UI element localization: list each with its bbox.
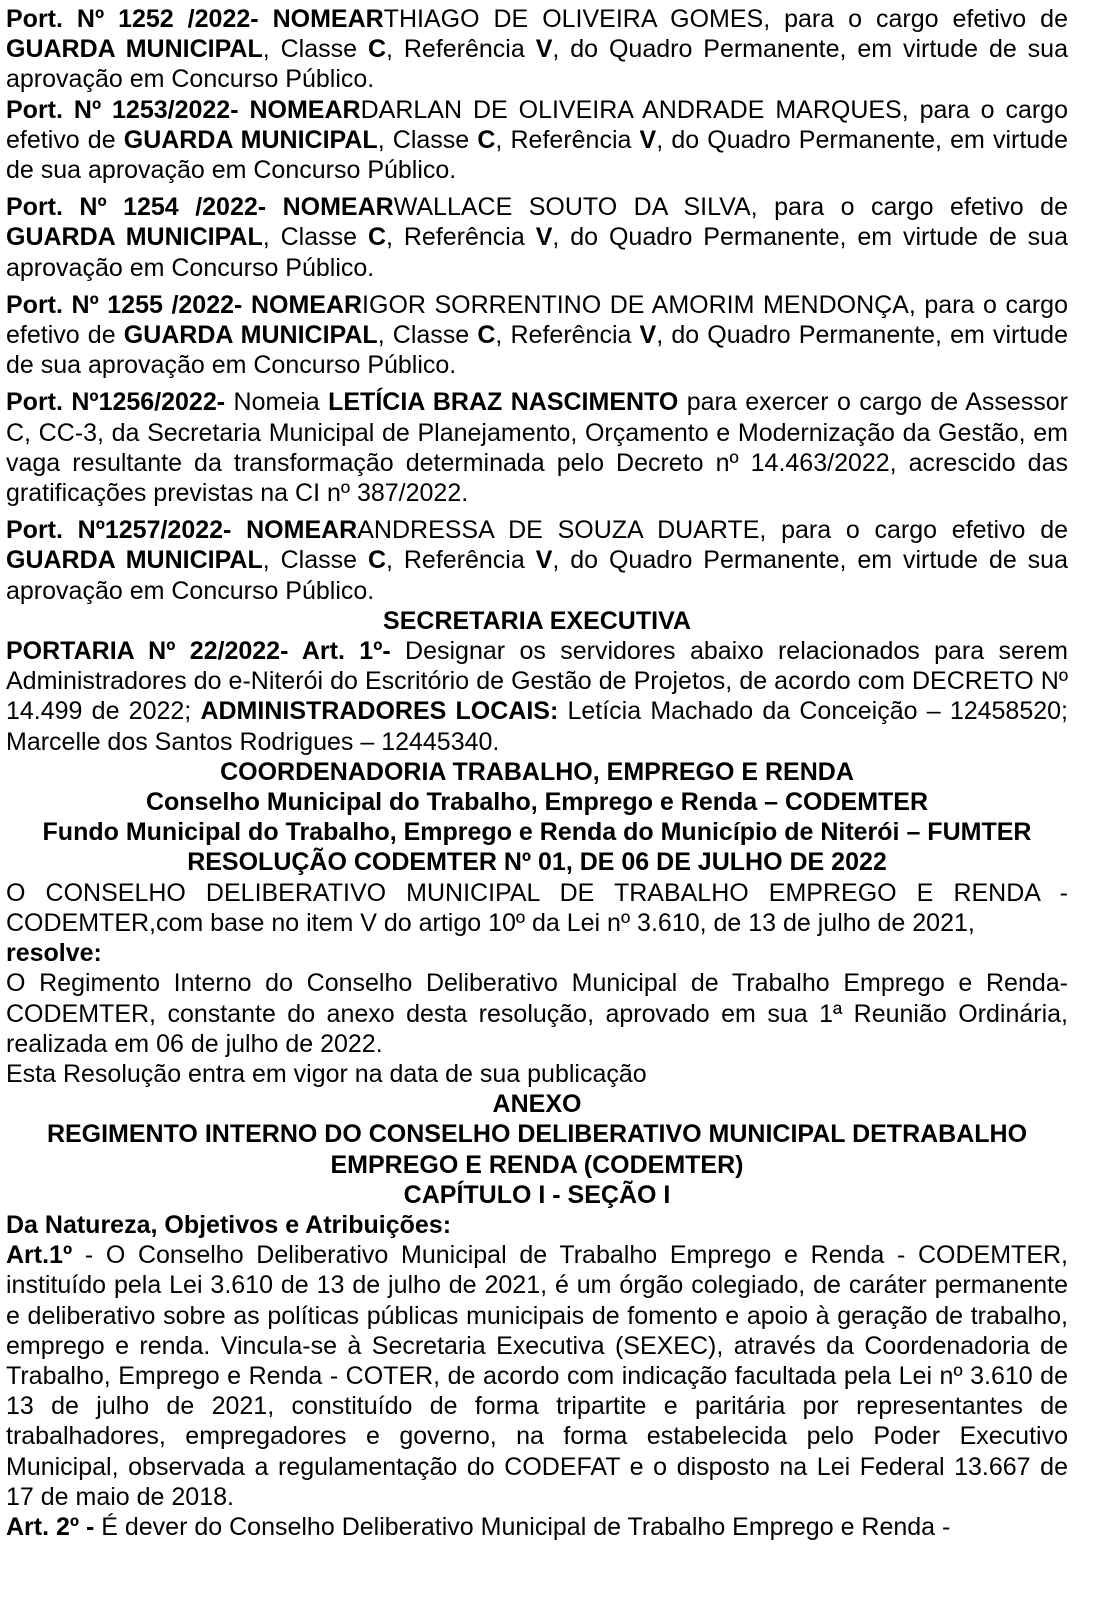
classe-value: C <box>367 546 386 575</box>
portaria-text: , do Quadro Permanente, em virtude de sua aprovação em Concurso Público. <box>6 35 1068 94</box>
portaria-ref: Port. Nº 1254 /2022- <box>6 193 267 222</box>
portaria-ref: Port. Nº1256/2022- <box>6 388 226 417</box>
portaria-1252 <box>6 4 1068 95</box>
appointee-name: WALLACE SOUTO DA SILVA <box>393 193 751 222</box>
article-1 <box>6 1240 1068 1512</box>
portaria-text: , para o cargo efetivo de <box>759 516 1069 545</box>
portaria-text: Nomeia <box>225 388 329 417</box>
portaria-1255 <box>6 290 1068 381</box>
portaria-action: NOMEAR <box>282 193 394 222</box>
portaria-text: , Classe <box>262 223 368 252</box>
portaria-text: , do Quadro Permanente, em virtude de sua aprovação em Concurso Público. <box>6 223 1068 282</box>
classe-value: C <box>367 223 386 252</box>
secretaria-heading: SECRETARIA EXECUTIVA <box>383 606 691 635</box>
portaria-text: , Referência <box>386 223 536 252</box>
referencia-value: V <box>639 125 657 154</box>
portaria-1256 <box>6 387 1068 508</box>
portaria-text: , Classe <box>262 35 368 64</box>
portaria-text: , para o cargo efetivo de <box>763 5 1068 33</box>
appointee-name: LETÍCIA BRAZ NASCIMENTO <box>328 388 679 417</box>
regimento-title: REGIMENTO INTERNO DO CONSELHO DELIBERATIVO MUNICIPAL DETRABALHO EMPREGO E RENDA (CODEMTER) <box>46 1120 1028 1179</box>
article-2 <box>6 1512 1068 1542</box>
portaria-text: , do Quadro Permanente, em virtude de sua aprovação em Concurso Público. <box>6 125 1068 185</box>
cargo-name: GUARDA MUNICIPAL <box>6 223 263 252</box>
appointee-name: THIAGO DE OLIVEIRA GOMES <box>383 5 764 33</box>
portaria-text: Letícia Machado da Conceição – 12458520; Marcelle dos Santos Rodrigues – 12445340. <box>6 697 1068 756</box>
anexo-heading: ANEXO <box>492 1090 582 1119</box>
portaria-text: , do Quadro Permanente, em virtude de sua aprovação em Concurso Público. <box>6 546 1068 605</box>
section-heading <box>6 1210 1068 1240</box>
resolucao-preamble: O CONSELHO DELIBERATIVO MUNICIPAL DE TRABALHO EMPREGO E RENDA - CODEMTER,com base no item V do artigo 10º da Lei nº 3.610, de 13 de julho de 2021, <box>6 878 1068 937</box>
cargo-name: GUARDA MUNICIPAL <box>6 35 263 64</box>
article-text: - O Conselho Deliberativo Municipal de Trabalho Emprego e Renda - CODEMTER, instituído pela Lei 3.610 de 13 de julho de 2021, é um órgão colegiado, de caráter permanente e deliberativo sobre as políticas públicas municipais de fomento e apoio à geração de trabalho, emprego e renda. Vincula-se à Secretaria Executiva (SEXEC), através da Coordenadoria de Trabalho, Emprego e Renda - COTER, de acordo com indicação facultada pela Lei nº 3.610 de 13 de julho de 2021, constituído de forma tripartite e paritária por representantes de trabalhadores, empregadores e governo, na forma estabelecida pelo Poder Executivo Municipal, observada a regulamentação do CODEFAT e o disposto na Lei Federal 13.667 de 17 de maio de 2018. <box>6 1241 1068 1511</box>
resolve-label <box>6 938 1068 968</box>
portaria-text: , Referência <box>495 321 640 350</box>
coordenadoria-heading: COORDENADORIA TRABALHO, EMPREGO E RENDA <box>220 757 854 786</box>
portaria-action: NOMEAR <box>272 5 384 33</box>
portaria-text: para exercer o cargo de Assessor C, CC-3, da Secretaria Municipal de Planejamento, Orçamento e Modernização da Gestão, em vaga resultante da transformação determinada pelo Decreto nº 14.463/2022, acrescido das gratificações previstas na CI nº 387/2022. <box>6 388 1069 508</box>
referencia-value: V <box>535 546 553 575</box>
cargo-name: GUARDA MUNICIPAL <box>6 546 263 575</box>
classe-value: C <box>367 35 386 64</box>
portaria-text: , para o cargo efetivo de <box>750 193 1068 222</box>
referencia-value: V <box>639 321 657 350</box>
portaria-action: NOMEAR <box>250 290 363 319</box>
classe-value: C <box>477 125 496 154</box>
cargo-name: GUARDA MUNICIPAL <box>123 321 378 350</box>
portaria-ref: Port. Nº 1252 /2022- <box>6 5 259 33</box>
resolve-text: resolve: <box>6 939 102 968</box>
chapter-heading: CAPÍTULO I - SEÇÃO I <box>403 1180 671 1209</box>
section-title: Da Natureza, Objetivos e Atribuições: <box>6 1210 452 1239</box>
portaria-action: NOMEAR <box>246 516 358 545</box>
portaria-ref: PORTARIA Nº 22/2022- Art. 1º- <box>6 637 391 666</box>
portaria-1253 <box>6 95 1068 186</box>
portaria-1254 <box>6 192 1068 283</box>
referencia-value: V <box>535 223 553 252</box>
appointee-name: DARLAN DE OLIVEIRA ANDRADE MARQUES <box>360 95 902 124</box>
portaria-text: Designar os servidores abaixo relacionados para serem Administradores do e-Niterói do Escritório de Gestão de Projetos, de acordo com DECRETO Nº 14.499 de 2022; <box>6 637 1068 726</box>
fundo-heading: Fundo Municipal do Trabalho, Emprego e Renda do Município de Niterói – FUMTER <box>42 818 1032 847</box>
article-text: É dever do Conselho Deliberativo Municipal de Trabalho Emprego e Renda - <box>94 1512 951 1541</box>
appointee-name: ANDRESSA DE SOUZA DUARTE <box>357 516 760 545</box>
classe-value: C <box>477 321 496 350</box>
portaria-text: , para o cargo efetivo de <box>6 290 1068 350</box>
appointee-name: IGOR SORRENTINO DE AMORIM MENDONÇA <box>362 290 909 319</box>
portaria-ref: Port. Nº 1255 /2022- <box>6 290 243 319</box>
portaria-22 <box>6 636 1068 757</box>
portaria-text: , Classe <box>262 546 368 575</box>
portaria-text: , Classe <box>377 125 478 154</box>
portaria-text: , Classe <box>377 321 478 350</box>
admins-label: ADMINISTRADORES LOCAIS: <box>200 697 559 726</box>
resolucao-vigor: Esta Resolução entra em vigor na data de sua publicação <box>6 1059 647 1088</box>
portaria-text: , do Quadro Permanente, em virtude de sua aprovação em Concurso Público. <box>6 321 1068 380</box>
portaria-text: , Referência <box>386 35 536 64</box>
article-label: Art.1º <box>6 1241 73 1270</box>
portaria-ref: Port. Nº1257/2022- <box>6 516 232 545</box>
cargo-name: GUARDA MUNICIPAL <box>123 125 378 154</box>
resolucao-body: O Regimento Interno do Conselho Deliberativo Municipal de Trabalho Emprego e Renda- CODEMTER, constante do anexo desta resolução, aprovado em sua 1ª Reunião Ordinária, realizada em 06 de julho de 2022. <box>6 969 1068 1058</box>
conselho-heading: Conselho Municipal do Trabalho, Emprego e Renda – CODEMTER <box>145 788 929 817</box>
resolucao-heading: RESOLUÇÃO CODEMTER Nº 01, DE 06 DE JULHO DE 2022 <box>187 848 887 877</box>
portaria-ref: Port. Nº 1253/2022- <box>6 95 239 124</box>
portaria-1257 <box>6 515 1068 606</box>
referencia-value: V <box>535 35 553 64</box>
article-label: Art. 2º - <box>6 1512 95 1541</box>
portaria-text: , Referência <box>495 125 640 154</box>
portaria-text: , Referência <box>386 546 536 575</box>
portaria-text: , para o cargo efetivo de <box>6 95 1068 154</box>
portaria-action: NOMEAR <box>249 95 361 124</box>
